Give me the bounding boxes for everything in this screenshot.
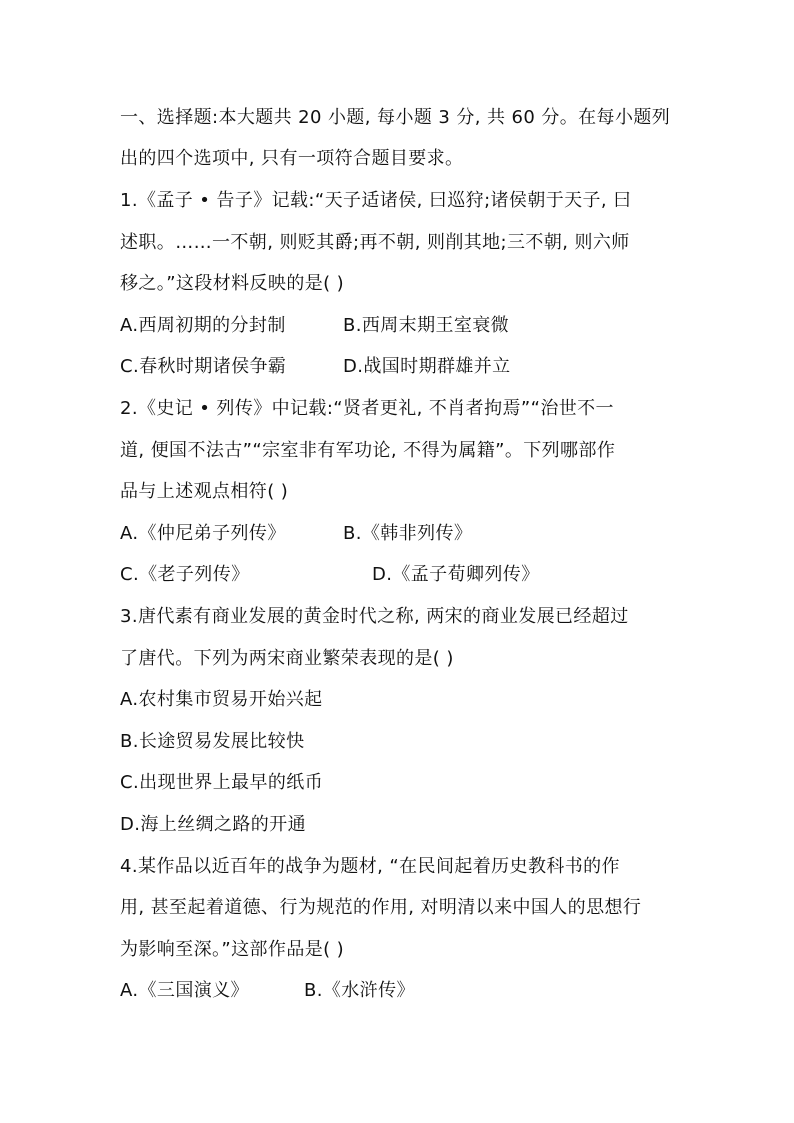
question-4-option-a: A.《三国演义》 [120, 980, 249, 1001]
question-4-text-line-2: 用, 甚至起着道德、行为规范的作用, 对明清以来中国人的思想行 [120, 897, 642, 918]
question-1-text-line-1: 1.《孟子 • 告子》记载:“天子适诸侯, 曰巡狩;诸侯朝于天子, 曰 [120, 190, 632, 211]
question-1-text-line-2: 述职。……一不朝, 则贬其爵;再不朝, 则削其地;三不朝, 则六师 [120, 232, 630, 253]
question-3-text-line-2: 了唐代。下列为两宋商业繁荣表现的是( ) [120, 648, 454, 669]
question-1-option-d: D.战国时期群雄并立 [343, 356, 511, 377]
question-1-text-line-3: 移之。”这段材料反映的是( ) [120, 273, 345, 294]
question-1-option-a: A.西周初期的分封制 [120, 315, 286, 336]
section-heading-line-1: 一、选择题:本大题共 20 小题, 每小题 3 分, 共 60 分。在每小题列 [120, 107, 671, 128]
question-4-text-line-1: 4.某作品以近百年的战争为题材, “在民间起着历史教科书的作 [120, 856, 620, 877]
question-2-option-d: D.《孟子荀卿列传》 [372, 564, 540, 585]
question-2-text-line-1: 2.《史记 • 列传》中记载:“贤者更礼, 不肖者拘焉”“治世不一 [120, 398, 614, 419]
section-heading-line-2: 出的四个选项中, 只有一项符合题目要求。 [120, 148, 464, 169]
question-2-option-a: A.《仲尼弟子列传》 [120, 523, 286, 544]
question-4-text-line-3: 为影响至深。”这部作品是( ) [120, 939, 345, 960]
question-3-option-b: B.长途贸易发展比较快 [120, 731, 305, 752]
question-1-option-b: B.西周末期王室衰微 [343, 315, 510, 336]
question-1-option-c: C.春秋时期诸侯争霸 [120, 356, 287, 377]
question-2-option-b: B.《韩非列传》 [343, 523, 473, 544]
question-3-text-line-1: 3.唐代素有商业发展的黄金时代之称, 两宋的商业发展已经超过 [120, 606, 629, 627]
question-3-option-d: D.海上丝绸之路的开通 [120, 814, 306, 835]
question-2-option-c: C.《老子列传》 [120, 564, 250, 585]
question-4-option-b: B.《水浒传》 [304, 980, 415, 1001]
question-3-option-c: C.出现世界上最早的纸币 [120, 772, 324, 793]
question-2-text-line-2: 道, 便国不法古”“宗室非有军功论, 不得为属籍”。下列哪部作 [120, 440, 616, 461]
question-2-text-line-3: 品与上述观点相符( ) [120, 481, 289, 502]
question-3-option-a: A.农村集市贸易开始兴起 [120, 689, 323, 710]
